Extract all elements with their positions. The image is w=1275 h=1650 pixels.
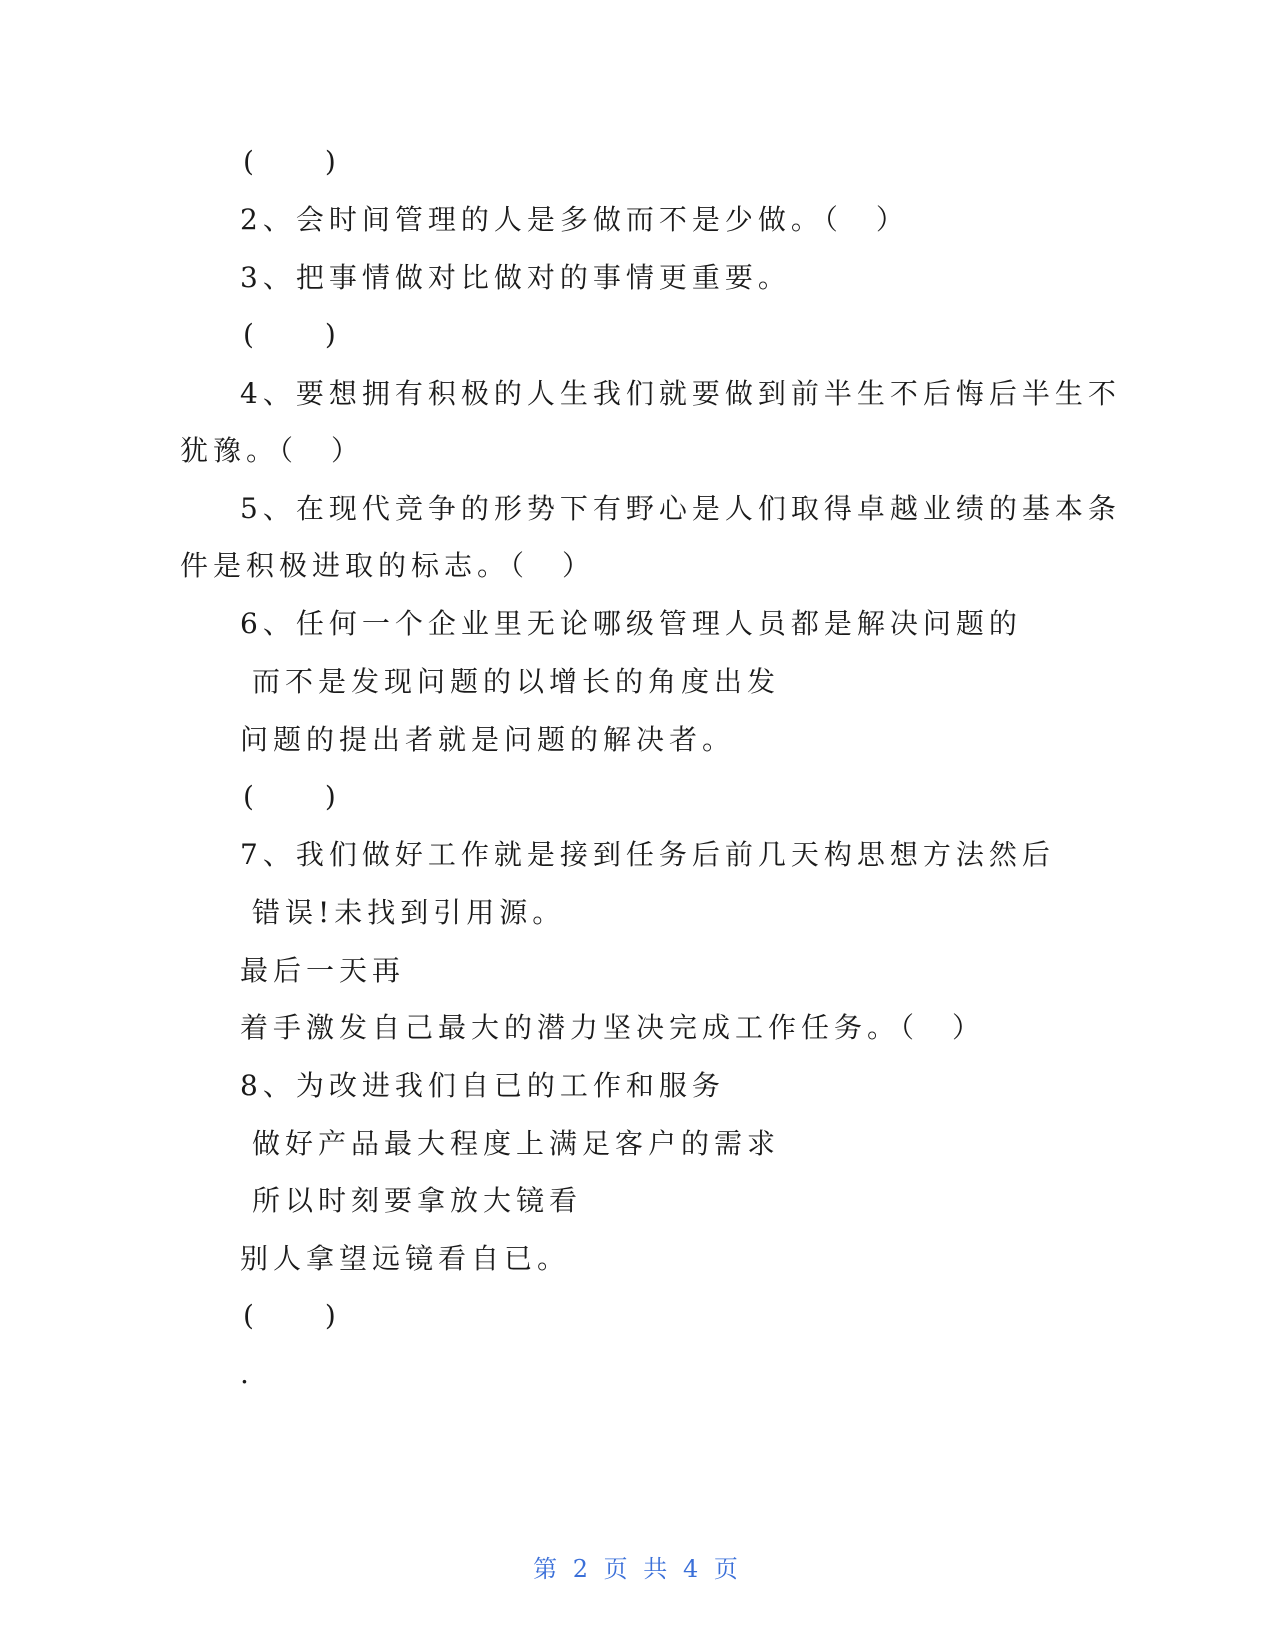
answer-blank: ( ) (243, 780, 341, 813)
trailing-dot: . (240, 1357, 254, 1390)
question-7-continued: 着手激发自己最大的潜力坚决完成工作任务。（ ） (240, 1011, 986, 1044)
question-2: 2、会时间管理的人是多做而不是少做。（ ） (240, 203, 909, 236)
question-7: 7、我们做好工作就是接到任务后前几天构思想方法然后 (240, 838, 1055, 871)
reference-error-text: 错误!未找到引用源。 (252, 896, 566, 929)
question-8-continued: 别人拿望远镜看自已。 (240, 1242, 571, 1275)
question-6-continued: 而不是发现问题的以增长的角度出发 (252, 665, 781, 698)
question-5: 5、在现代竞争的形势下有野心是人们取得卓越业绩的基本条 (240, 492, 1121, 525)
question-5-continued: 件是积极进取的标志。（ ） (180, 549, 596, 582)
question-6: 6、任何一个企业里无论哪级管理人员都是解决问题的 (240, 607, 1022, 640)
question-4-continued: 犹豫。（ ） (180, 434, 365, 467)
question-8-continued: 做好产品最大程度上满足客户的需求 (252, 1127, 781, 1160)
question-6-continued: 问题的提出者就是问题的解决者。 (240, 723, 736, 756)
answer-blank: ( ) (243, 145, 341, 178)
question-3: 3、把事情做对比做对的事情更重要。 (240, 261, 791, 294)
answer-blank: ( ) (243, 318, 341, 351)
page-number-footer: 第 2 页 共 4 页 (533, 1555, 742, 1583)
question-7-continued: 最后一天再 (240, 954, 406, 987)
question-8: 8、为改进我们自已的工作和服务 (240, 1069, 725, 1102)
question-4: 4、要想拥有积极的人生我们就要做到前半生不后悔后半生不 (240, 377, 1121, 410)
answer-blank: ( ) (243, 1299, 341, 1332)
question-8-continued: 所以时刻要拿放大镜看 (252, 1184, 583, 1217)
